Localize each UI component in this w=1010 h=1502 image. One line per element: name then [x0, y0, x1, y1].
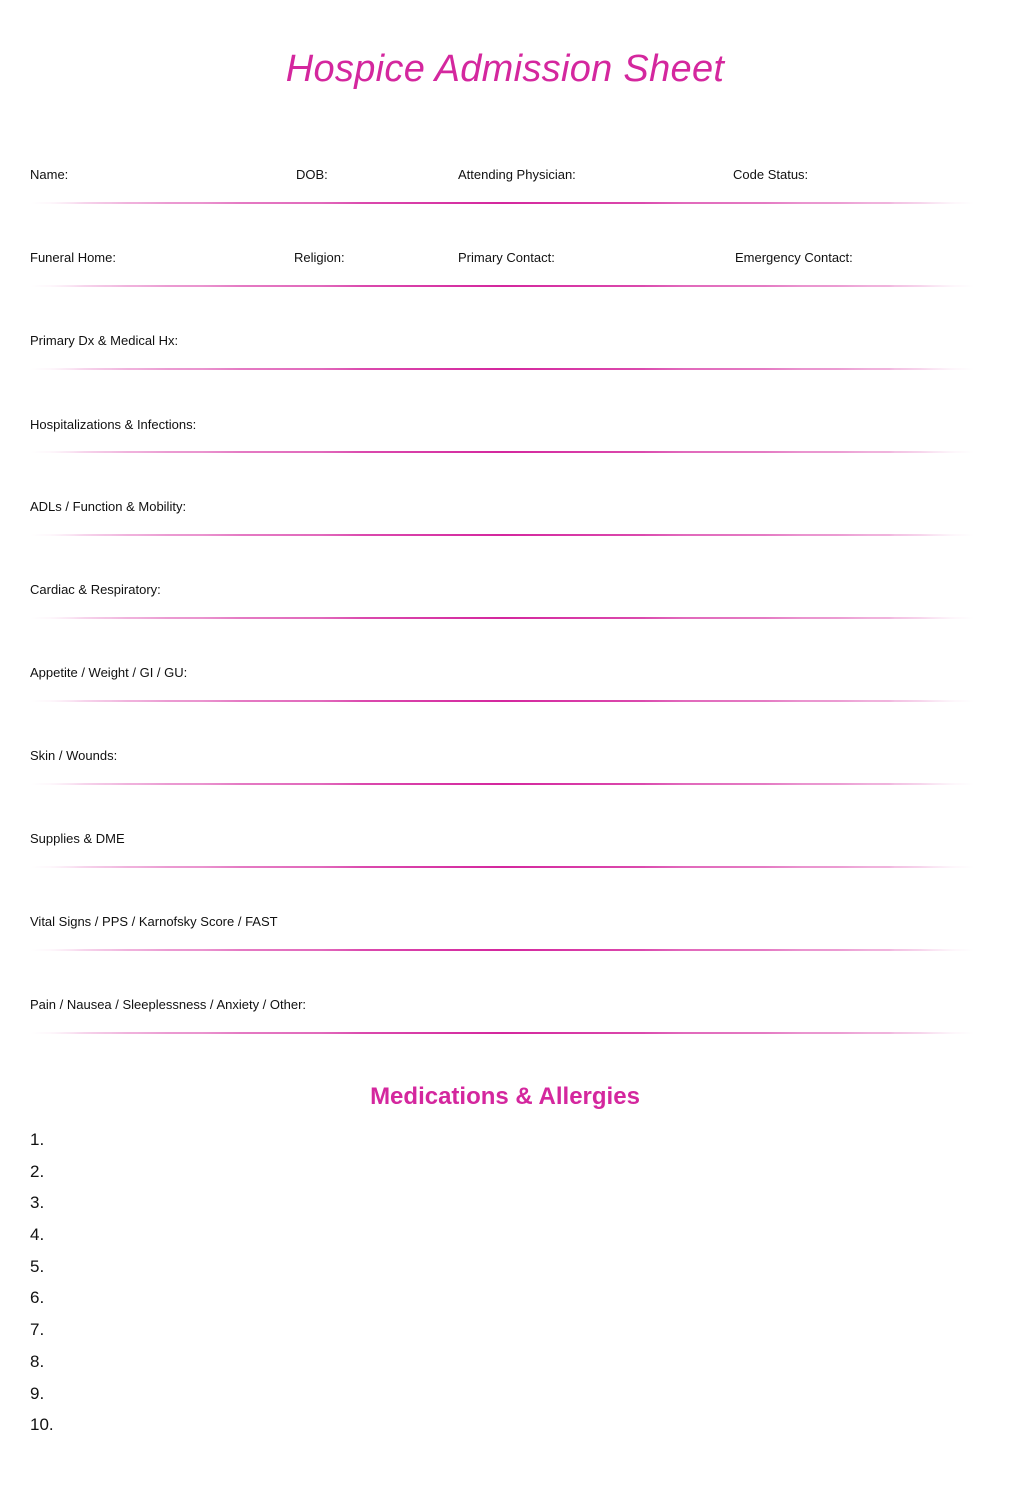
medication-item: 10. — [30, 1415, 54, 1435]
section-skin — [0, 748, 1010, 772]
section-primary-dx — [0, 333, 1010, 357]
divider-line — [30, 202, 975, 204]
divider-line — [30, 866, 975, 868]
section-vital-signs — [0, 914, 1010, 938]
page-title: Hospice Admission Sheet — [285, 48, 725, 90]
emergency-contact-label: Emergency Contact: — [735, 250, 853, 265]
section-label: Skin / Wounds: — [30, 748, 118, 763]
religion-label: Religion: — [294, 250, 345, 265]
divider-line — [30, 451, 975, 453]
section-adls — [0, 499, 1010, 523]
section-label: Vital Signs / PPS / Karnofsky Score / FAST — [30, 914, 278, 929]
divider-line — [30, 783, 975, 785]
section-label: ADLs / Function & Mobility: — [30, 499, 187, 514]
section-label: Primary Dx & Medical Hx: — [30, 333, 179, 348]
section-label: Cardiac & Respiratory: — [30, 582, 161, 597]
medication-item: 6. — [30, 1288, 45, 1308]
section-supplies — [0, 831, 1010, 855]
medication-item: 2. — [30, 1161, 45, 1181]
medication-item: 1. — [30, 1130, 45, 1149]
divider-line — [30, 285, 975, 287]
attending-physician-label: Attending Physician: — [458, 167, 576, 182]
primary-contact-label: Primary Contact: — [458, 250, 555, 265]
medication-item: 8. — [30, 1351, 45, 1371]
divider-line — [30, 949, 975, 951]
medications-heading: Medications & Allergies — [370, 1083, 640, 1110]
divider-line — [30, 368, 975, 370]
section-hospitalizations — [0, 417, 1010, 441]
section-label: Pain / Nausea / Sleeplessness / Anxiety / Other: — [30, 997, 307, 1012]
section-label: Supplies & DME — [30, 831, 125, 846]
divider-line — [30, 1032, 975, 1034]
section-cardiac — [0, 582, 1010, 606]
code-status-label: Code Status: — [733, 167, 809, 182]
section-label: Appetite / Weight / GI / GU: — [30, 665, 188, 680]
name-label: Name: — [30, 167, 69, 182]
medication-item: 9. — [30, 1383, 45, 1403]
divider-line — [30, 700, 975, 702]
medication-item: 3. — [30, 1193, 45, 1213]
section-appetite — [0, 665, 1010, 689]
funeral-home-label: Funeral Home: — [30, 250, 116, 265]
section-label: Hospitalizations & Infections: — [30, 417, 197, 432]
medication-item: 4. — [30, 1225, 45, 1245]
medication-item: 7. — [30, 1320, 45, 1340]
medications-list — [30, 1128, 970, 1445]
section-pain — [0, 997, 1010, 1021]
header-row-2 — [0, 250, 1010, 274]
medication-item: 5. — [30, 1256, 45, 1276]
dob-label: DOB: — [296, 167, 328, 182]
header-row-1 — [0, 167, 1010, 191]
divider-line — [30, 534, 975, 536]
divider-line — [30, 617, 975, 619]
